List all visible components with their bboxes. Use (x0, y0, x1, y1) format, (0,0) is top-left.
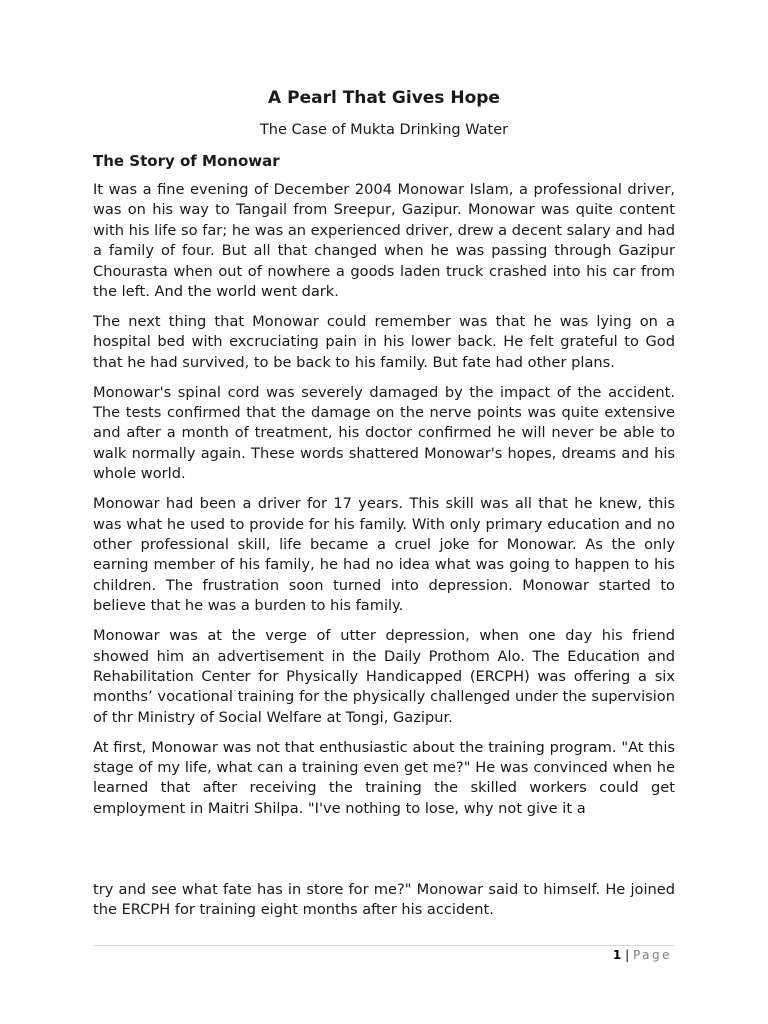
section-heading: The Story of Monowar (93, 152, 280, 170)
body-text (93, 180, 675, 829)
paragraph: The next thing that Monowar could remember was that he was lying on a hospital bed with excruciating pain in his lower back. He felt grateful to God that he had survived, to be back to his family. But fate had other plans. (93, 312, 675, 371)
body-text-continued (93, 880, 675, 930)
paragraph: Monowar was at the verge of utter depression, when one day his friend showed him an advertisement in the Daily Prothom Alo. The Education and Rehabilitation Center for Physically Handicapped (ERCPH) was offering a six months’ vocational training for the physically challenged under the supervision of thr Ministry of Social Welfare at Tongi, Gazipur. (93, 627, 675, 726)
page-footer (613, 947, 672, 963)
page-label: Page (632, 948, 672, 962)
paragraph: Monowar's spinal cord was severely damaged by the impact of the accident. The tests confirmed that the damage on the nerve points was quite extensive and after a month of treatment, his doctor confirmed he will never be able to walk normally again. These words shattered Monowar's hopes, dreams and his whole world. (93, 383, 675, 483)
paragraph: At first, Monowar was not that enthusiastic about the training program. "At this stage of my life, what can a training even get me?" He was convinced when he learned that after receiving the training the skilled workers could get employment in Maitri Shilpa. "I've nothing to lose, why not give it a (93, 738, 675, 817)
document-subtitle: The Case of Mukta Drinking Water (259, 122, 509, 138)
page-number: 1 (612, 948, 622, 962)
paragraph-continuation: try and see what fate has in store for me?" Monowar said to himself. He joined the ERCPH for training eight months after his accident. (93, 881, 675, 919)
footer-divider (93, 945, 675, 946)
paragraph: Monowar had been a driver for 17 years. This skill was all that he knew, this was what he used to provide for his family. With only primary education and no other professional skill, life became a cruel joke for Monowar. As the only earning member of his family, he had no idea what was going to happen to his children. The frustration soon turned into depression. Monowar started to believe that he was a burden to his family. (93, 495, 675, 615)
paragraph: It was a fine evening of December 2004 Monowar Islam, a professional driver, was on his way to Tangail from Sreepur, Gazipur. Monowar was quite content with his life so far; he was an experienced driver, drew a decent salary and had a family of four. But all that changed when he was passing through Gazipur Chourasta when out of nowhere a goods laden truck crashed into his car from the left. And the world went dark. (93, 181, 675, 301)
document-title: A Pearl That Gives Hope (268, 88, 500, 108)
footer-separator: | (625, 948, 630, 962)
